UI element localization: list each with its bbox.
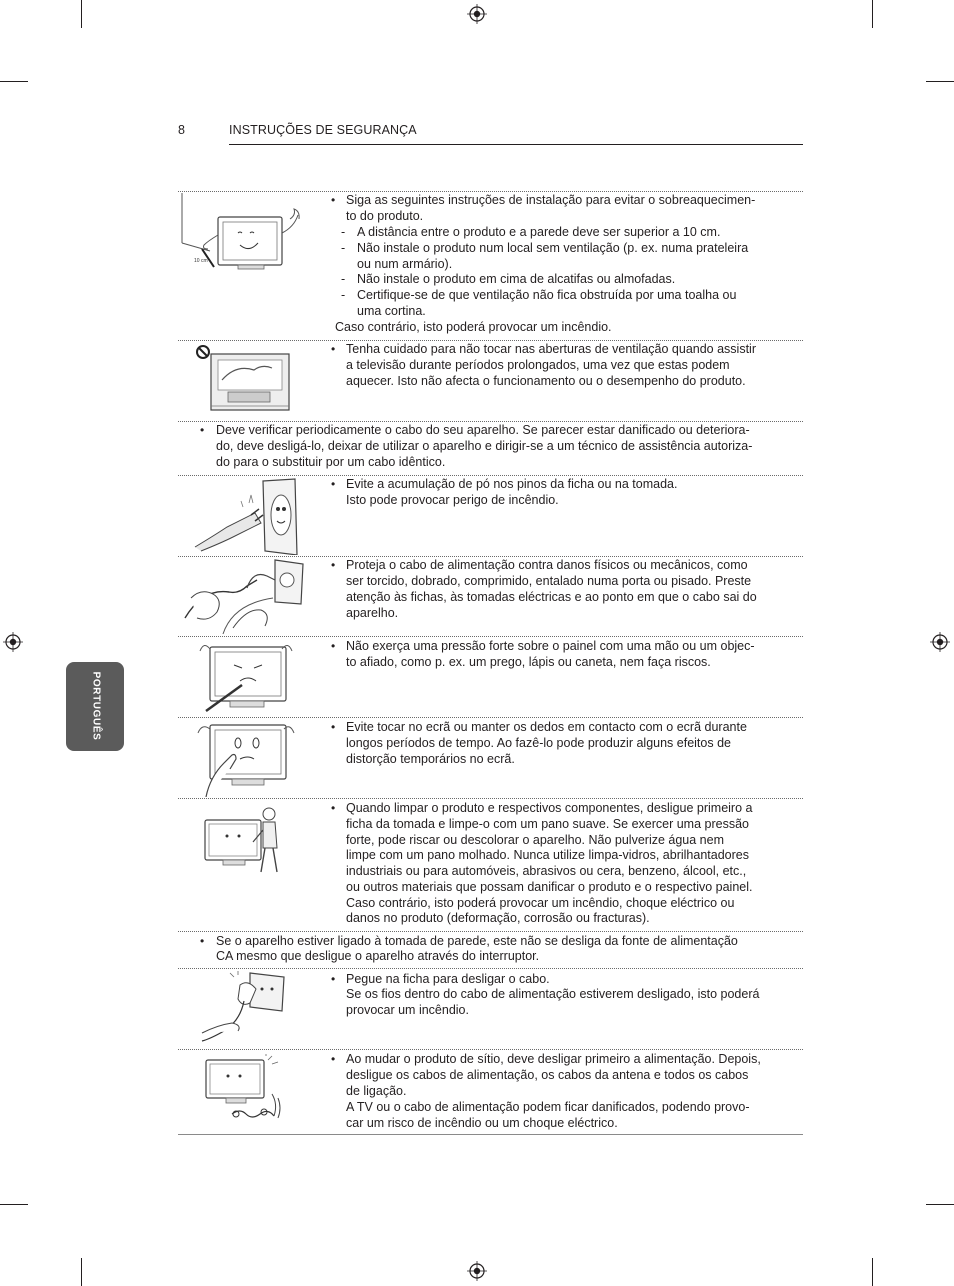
- crop-mark: [872, 0, 873, 28]
- instruction-text: A TV ou o cabo de alimentação podem ficar danificados, podendo provo-: [346, 1100, 750, 1114]
- bullet: •: [331, 477, 336, 491]
- instruction-text: Quando limpar o produto e respectivos componentes, desligue primeiro a: [346, 801, 753, 815]
- instruction-text: to afiado, como p. ex. um prego, lápis ou caneta, nem faça riscos.: [346, 655, 711, 669]
- tv-wall-distance-illustration: [180, 193, 305, 273]
- plug-dust-illustration: [193, 477, 299, 555]
- instruction-text: Deve verificar periodicamente o cabo do seu aparelho. Se parecer estar danificado ou deteriora-: [216, 423, 750, 437]
- bullet: •: [331, 972, 336, 986]
- instruction-text: aquecer. Isto não afecta o funcionamento ou o desempenho do produto.: [346, 374, 746, 388]
- instruction-text: uma cortina.: [357, 304, 426, 318]
- instruction-text: Pegue na ficha para desligar o cabo.: [346, 972, 550, 986]
- separator: [178, 717, 803, 718]
- section-title: INSTRUÇÕES DE SEGURANÇA: [229, 123, 417, 137]
- instruction-text: A distância entre o produto e a parede deve ser superior a 10 cm.: [357, 225, 721, 239]
- instruction-text: Isto pode provocar perigo de incêndio.: [346, 493, 559, 507]
- instruction-text: CA mesmo que desligue o aparelho através do interruptor.: [216, 949, 540, 963]
- dash: -: [341, 241, 346, 255]
- cleaning-illustration: [199, 804, 285, 876]
- crop-mark: [926, 81, 954, 82]
- bullet: •: [331, 342, 336, 356]
- crop-mark: [81, 1258, 82, 1286]
- instruction-text: to do produto.: [346, 209, 424, 223]
- bullet: •: [331, 1052, 336, 1066]
- crop-mark: [0, 1204, 28, 1205]
- header-rule: [229, 144, 803, 145]
- language-label: PORTUGUÊS: [90, 671, 102, 741]
- instruction-text: Evite a acumulação de pó nos pinos da ficha ou na tomada.: [346, 477, 678, 491]
- bullet: •: [331, 639, 336, 653]
- moving-product-illustration: [202, 1054, 292, 1124]
- instruction-text: forte, pode riscar ou descolorar o aparelho. Não pulverize água nem: [346, 833, 724, 847]
- separator: [178, 1049, 803, 1050]
- ventilation-warning-illustration: [194, 344, 294, 416]
- registration-mark-icon: [467, 1261, 487, 1281]
- instruction-text: danos no produto (deformação, corrosão ou fracturas).: [346, 911, 650, 925]
- unplug-illustration: [200, 971, 292, 1045]
- bullet: •: [331, 558, 336, 572]
- separator: [178, 556, 803, 557]
- separator: [178, 798, 803, 799]
- separator: [178, 636, 803, 637]
- dash: -: [341, 225, 346, 239]
- bullet: •: [331, 720, 336, 734]
- instruction-text: Não exerça uma pressão forte sobre o painel com uma mão ou um objec-: [346, 639, 755, 653]
- instruction-text: Se o aparelho estiver ligado à tomada de parede, este não se desliga da fonte de alimentação: [216, 934, 738, 948]
- registration-mark-icon: [467, 4, 487, 24]
- dash: -: [341, 272, 346, 286]
- instruction-text: Não instale o produto num local sem ventilação (p. ex. numa prateleira: [357, 241, 749, 255]
- separator: [178, 968, 803, 969]
- language-tab: [66, 662, 124, 751]
- instruction-text: ou outros materiais que possam danificar o produto e o respectivo painel.: [346, 880, 753, 894]
- instruction-text: do para o substituir por um cabo idêntico.: [216, 455, 446, 469]
- separator: [178, 340, 803, 341]
- instruction-text: Proteja o cabo de alimentação contra danos físicos ou mecânicos, como: [346, 558, 748, 572]
- instruction-text: Certifique-se de que ventilação não fica obstruída por uma toalha ou: [357, 288, 737, 302]
- crop-mark: [872, 1258, 873, 1286]
- bullet: •: [200, 934, 205, 948]
- bullet: •: [331, 801, 336, 815]
- power-cable-protection-illustration: [183, 558, 305, 636]
- instruction-text: atenção às fichas, às tomadas eléctricas e ao ponto em que o cabo sai do: [346, 590, 757, 604]
- separator: [178, 191, 803, 192]
- instruction-text: aparelho.: [346, 606, 399, 620]
- instruction-text: Se os fios dentro do cabo de alimentação estiverem desligado, isto poderá: [346, 987, 760, 1001]
- instruction-text: Tenha cuidado para não tocar nas aberturas de ventilação quando assistir: [346, 342, 756, 356]
- registration-mark-icon: [930, 632, 950, 652]
- crop-mark: [81, 0, 82, 28]
- instruction-text: ficha da tomada e limpe-o com um pano suave. Se exercer uma pressão: [346, 817, 749, 831]
- registration-mark-icon: [3, 632, 23, 652]
- instruction-text: de ligação.: [346, 1084, 407, 1098]
- instruction-text: longos períodos de tempo. Ao fazê-lo pode produzir alguns efeitos de: [346, 736, 731, 750]
- instruction-text: car um risco de incêndio ou um choque eléctrico.: [346, 1116, 618, 1130]
- separator: [178, 475, 803, 476]
- instruction-text: limpe com um pano molhado. Nunca utilize limpa-vidros, abrilhantadores: [346, 848, 749, 862]
- instruction-text: Evite tocar no ecrã ou manter os dedos em contacto com o ecrã durante: [346, 720, 747, 734]
- instruction-text: do, deve desligá-lo, deixar de utilizar o aparelho e dirigir-se a um técnico de assistência autoriza-: [216, 439, 753, 453]
- crop-mark: [0, 81, 28, 82]
- crop-mark: [926, 1204, 954, 1205]
- instruction-text: Siga as seguintes instruções de instalação para evitar o sobreaquecimen-: [346, 193, 756, 207]
- separator: [178, 421, 803, 422]
- dash: -: [341, 288, 346, 302]
- bullet: •: [200, 423, 205, 437]
- separator: [178, 931, 803, 932]
- instruction-text: a televisão durante períodos prolongados, uma vez que estas podem: [346, 358, 730, 372]
- bullet: •: [331, 193, 336, 207]
- instruction-text: ou num armário).: [357, 257, 453, 271]
- instruction-text: Caso contrário, isto poderá provocar um incêndio.: [335, 320, 612, 334]
- instruction-text: distorção temporários no ecrã.: [346, 752, 515, 766]
- screen-touch-illustration: [194, 719, 298, 797]
- instruction-text: industriais ou para automóveis, abrasivos ou cera, benzeno, álcool, etc.,: [346, 864, 747, 878]
- instruction-text: Não instale o produto em cima de alcatifas ou almofadas.: [357, 272, 676, 286]
- page-number: 8: [178, 123, 185, 137]
- instruction-text: Caso contrário, isto poderá provocar um incêndio, choque eléctrico ou: [346, 896, 735, 910]
- instruction-text: ser torcido, dobrado, comprimido, entalado numa porta ou pisado. Preste: [346, 574, 752, 588]
- separator: [178, 1134, 803, 1135]
- instruction-text: desligue os cabos de alimentação, os cabos da antena e todos os cabos: [346, 1068, 749, 1082]
- instruction-text: Ao mudar o produto de sítio, deve desligar primeiro a alimentação. Depois,: [346, 1052, 761, 1066]
- instruction-text: provocar um incêndio.: [346, 1003, 469, 1017]
- panel-pressure-illustration: [196, 639, 298, 715]
- distance-label: 10 cm: [194, 258, 208, 264]
